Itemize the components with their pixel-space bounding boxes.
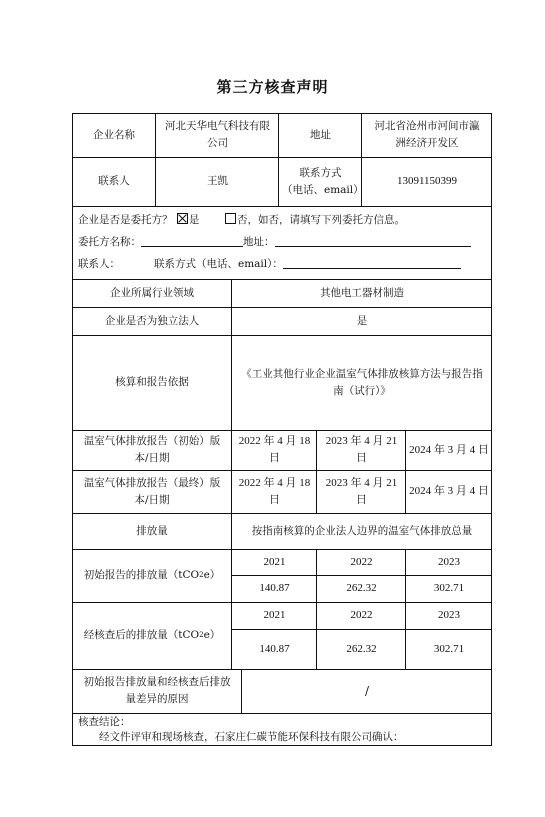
verified-value: 140.87 [259,642,290,655]
report-final-date: 2023 年 4 月 21 日 [325,476,398,506]
report-initial-date: 2022 年 4 月 18 日 [238,435,311,464]
difference-value: / [364,683,370,698]
initial-value: 140.87 [259,582,290,594]
initial-year: 2023 [438,555,460,568]
verification-table [72,113,492,746]
address-label: 地址 [310,128,331,141]
initial-emission-label-sub: 2 [199,571,204,579]
report-final-date: 2022 年 4 月 18 日 [238,476,311,506]
verified-year: 2023 [438,609,460,621]
contact-method-label [279,157,362,206]
entrust-name-label: 委托方名称： [78,236,141,248]
report-final-date: 2024 年 3 月 4 日 [409,485,489,497]
initial-emission-label [72,549,232,602]
contact-label: 联系人 [98,175,130,187]
company-name-label: 企业名称 [93,128,135,141]
emission-label: 排放量 [136,524,168,537]
company-address: 河北省沧州市河间市瀛洲经济开发区 [374,120,480,149]
verified-year: 2022 [350,609,373,621]
company-name: 河北天华电气科技有限公司 [165,120,270,149]
verified-emission-label [72,602,232,669]
yes-checkbox[interactable] [177,213,188,224]
verified-value: 262.32 [346,642,377,655]
industry-value: 其他电工器材制造 [320,286,404,299]
contact-name: 王凯 [207,175,228,187]
conclusion-text: 经文件评审和现场核查，石家庄仁碳节能环保科技有限公司确认： [99,731,404,743]
entrust-name-line [78,235,471,249]
basis-value: 《工业其他行业企业温室气体排放核算方法与报告指南（试行）》 [241,367,483,397]
verified-emission-label-post: e） [203,629,221,641]
report-final-label: 温室气体排放报告（最终）版本/日期 [83,476,221,506]
entrust-contact-line [78,257,461,271]
verified-emission-label-pre: 经核查后的排放量（tCO [83,629,200,641]
initial-value: 262.32 [346,582,377,594]
verified-emission-label-sub: 2 [199,631,204,639]
legal-person-label: 企业是否为独立法人 [104,314,200,327]
entrust-contact-method-field[interactable] [283,257,461,269]
page-title: 第三方核查声明 [216,78,329,96]
initial-emission-label-pre: 初始报告的排放量（tCO [83,569,200,581]
report-initial-date: 2024 年 3 月 4 日 [409,443,489,456]
entrust-name-field[interactable] [141,235,243,247]
entrust-contact-label: 联系人： [78,258,120,270]
initial-year: 2021 [263,555,286,568]
yes-label: 是 [188,214,200,226]
verified-value: 302.71 [433,642,465,655]
entrust-address-field[interactable] [275,235,471,247]
contact-method-sublabel: （电话、email） [282,183,364,196]
entrust-question: 企业是否是委托方？ [78,214,173,226]
difference-label: 初始报告排放量和经核查后排放量差异的原因 [83,676,231,705]
conclusion-label: 核查结论： [78,716,131,728]
emission-desc: 按指南核算的企业法人边界的温室气体排放总量 [251,524,473,537]
entrust-contact-method-label: 联系方式（电话、email）： [154,258,283,270]
initial-year: 2022 [350,555,373,568]
entrust-address-label: 地址： [243,236,275,248]
initial-emission-label-post: e） [203,569,221,581]
entrust-question-line [78,213,405,227]
report-initial-label: 温室气体排放报告（初始）版本/日期 [83,435,221,464]
verified-year: 2021 [263,609,286,621]
contact-method-label-text: 联系方式 [299,166,342,179]
initial-value: 302.71 [433,582,465,594]
basis-label: 核算和报告依据 [115,376,189,388]
industry-label: 企业所属行业领域 [110,286,194,299]
contact-phone: 13091150399 [396,175,458,187]
report-initial-date: 2023 年 4 月 21 日 [325,435,398,464]
no-label: 否，如否，请填写下列委托方信息。 [237,214,406,226]
legal-person-value: 是 [356,314,368,327]
no-checkbox[interactable] [225,213,236,224]
